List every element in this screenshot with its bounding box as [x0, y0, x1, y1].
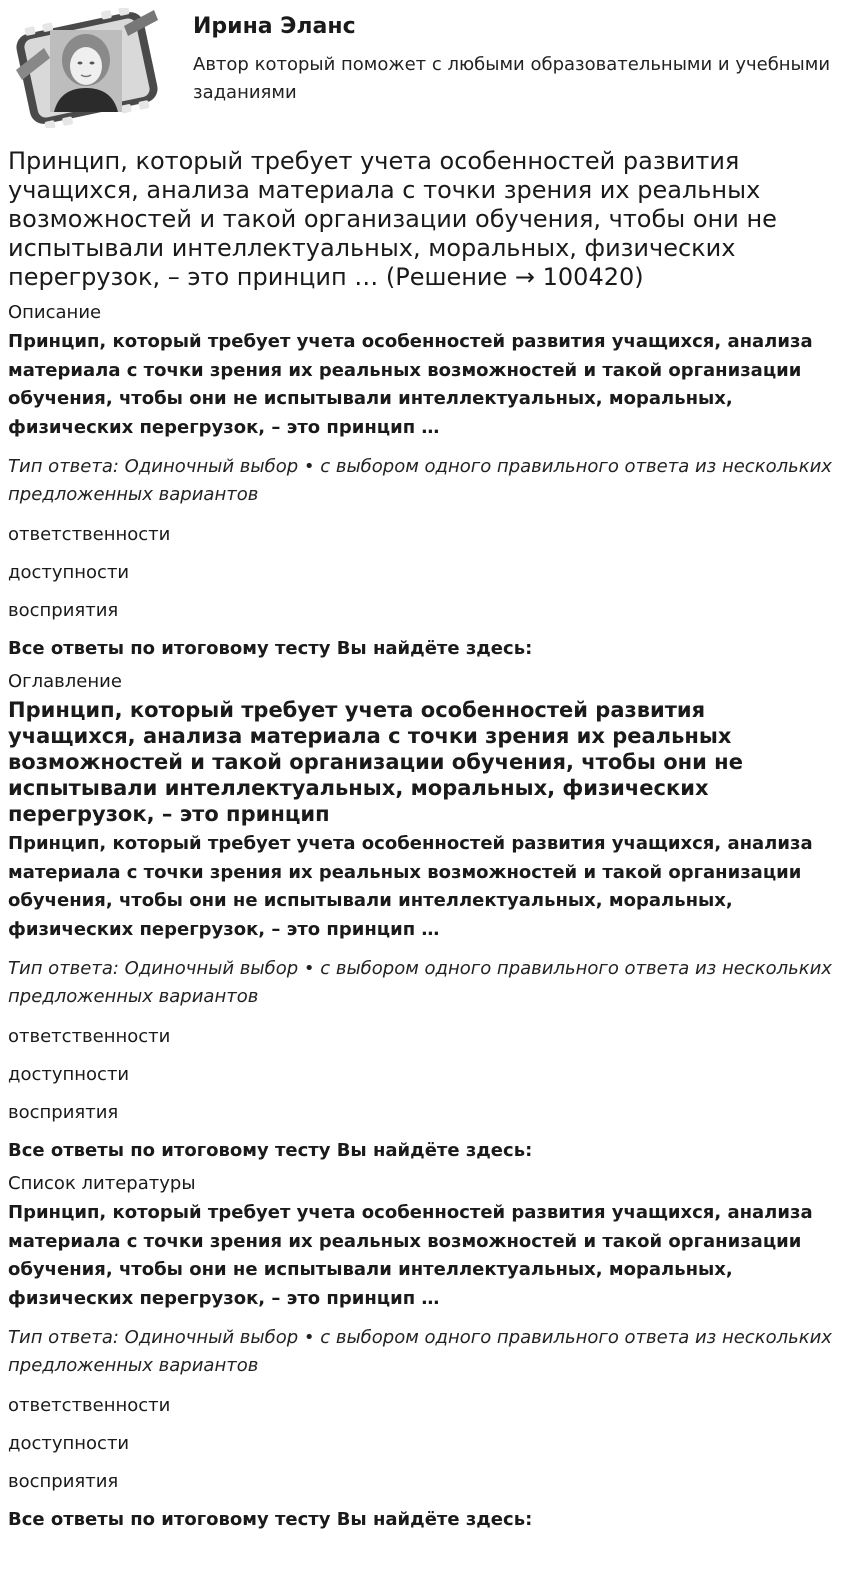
- answer-option: ответственности: [8, 1395, 171, 1416]
- description-section: [8, 301, 839, 661]
- section-label-literature: Список литературы: [8, 1173, 196, 1194]
- question-text: Принцип, который требует учета особенностей развития учащихся, анализа материала с точки зрения их реальных возможностей и такой организации обучения, чтобы они не испытывали интеллектуальных, моральных, физических перегрузок, – это принцип …: [8, 833, 813, 940]
- toc-section: [8, 670, 839, 1163]
- answer-option: доступности: [8, 562, 130, 583]
- author-description: Автор который поможет с любыми образовательными и учебными заданиями: [193, 54, 831, 103]
- literature-section: [8, 1172, 839, 1532]
- author-name[interactable]: Ирина Эланс: [193, 14, 356, 39]
- answer-type: Тип ответа: Одиночный выбор • с выбором одного правильного ответа из нескольких предложенных вариантов: [8, 958, 832, 1007]
- answer-option: ответственности: [8, 524, 171, 545]
- all-answers-text: Все ответы по итоговому тесту Вы найдёте здесь:: [8, 638, 533, 659]
- answer-option: восприятия: [8, 1471, 119, 1492]
- page-title: Принцип, который требует учета особенностей развития учащихся, анализа материала с точки зрения их реальных возможностей и такой организации обучения, чтобы они не испытывали интеллектуальных, моральных, физических перегрузок, – это принцип … (Решение → 100420): [8, 147, 777, 291]
- answer-option: восприятия: [8, 1102, 119, 1123]
- section-label-description: Описание: [8, 302, 102, 323]
- answer-option: восприятия: [8, 600, 119, 621]
- author-avatar: [16, 8, 158, 128]
- answer-type: Тип ответа: Одиночный выбор • с выбором одного правильного ответа из нескольких предложенных вариантов: [8, 456, 832, 505]
- section-label-toc: Оглавление: [8, 671, 122, 692]
- answer-type: Тип ответа: Одиночный выбор • с выбором одного правильного ответа из нескольких предложенных вариантов: [8, 1327, 832, 1376]
- toc-heading: Принцип, который требует учета особенностей развития учащихся, анализа материала с точки зрения их реальных возможностей и такой организации обучения, чтобы они не испытывали интеллектуальных, моральных, физических перегрузок, – это принцип: [8, 698, 743, 826]
- answer-option: доступности: [8, 1064, 130, 1085]
- all-answers-text: Все ответы по итоговому тесту Вы найдёте здесь:: [8, 1509, 533, 1530]
- author-card: [8, 0, 839, 140]
- answer-option: ответственности: [8, 1026, 171, 1047]
- answer-option: доступности: [8, 1433, 130, 1454]
- question-text: Принцип, который требует учета особенностей развития учащихся, анализа материала с точки зрения их реальных возможностей и такой организации обучения, чтобы они не испытывали интеллектуальных, моральных, физических перегрузок, – это принцип …: [8, 331, 813, 438]
- question-text: Принцип, который требует учета особенностей развития учащихся, анализа материала с точки зрения их реальных возможностей и такой организации обучения, чтобы они не испытывали интеллектуальных, моральных, физических перегрузок, – это принцип …: [8, 1202, 813, 1309]
- all-answers-text: Все ответы по итоговому тесту Вы найдёте здесь:: [8, 1140, 533, 1161]
